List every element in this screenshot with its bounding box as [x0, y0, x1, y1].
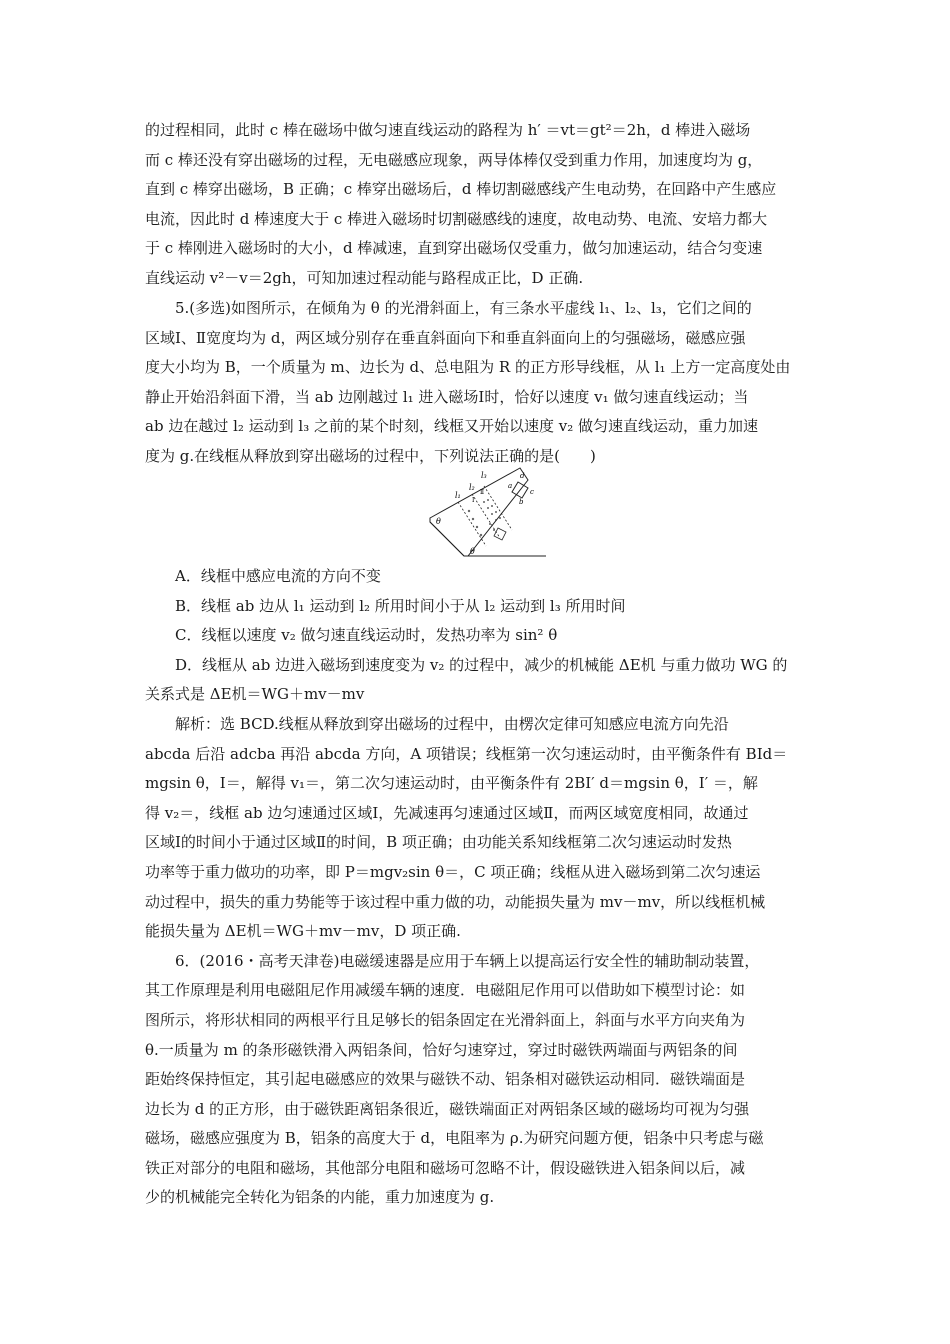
option-a: A．线框中感应电流的方向不变 [145, 567, 381, 585]
text-line: 于 c 棒刚进入磁场时的大小，d 棒减速，直到穿出磁场仅受重力，做匀加速运动，结合匀变速 [145, 239, 763, 258]
label-b: b [519, 498, 524, 506]
label-theta-bottom: θ [470, 547, 475, 556]
solution-line: mgsin θ，I＝，解得 v₁＝，第二次匀速运动时，由平衡条件有 2BI′ d＝mgsin θ，I′ ＝，解 [145, 774, 758, 793]
question-6-line: θ.一质量为 m 的条形磁铁滑入两铝条间，恰好匀速穿过，穿过时磁铁两端面与两铝条的间 [145, 1040, 738, 1059]
solution-line: 能损失量为 ΔE机＝WG＋mv－mv，D 项正确. [145, 922, 461, 941]
solution-line: 动过程中，损失的重力势能等于该过程中重力做的功，动能损失量为 mv－mv，所以线框机械 [145, 892, 766, 911]
label-c: c [530, 488, 534, 496]
incline-diagram [428, 462, 548, 562]
label-region-1: Ⅰ [472, 497, 475, 504]
question-6-line: 其工作原理是利用电磁阻尼作用减缓车辆的速度．电磁阻尼作用可以借助如下模型讨论：如 [145, 981, 746, 1000]
label-l2: l₂ [469, 483, 475, 492]
text-line: 度为 g.在线框从释放到穿出磁场的过程中，下列说法正确的是( ) [145, 446, 596, 465]
label-l1: l₁ [455, 491, 461, 500]
label-a: a [508, 482, 513, 490]
text-line: 度大小均为 B，一个质量为 m、边长为 d、总电阻为 R 的正方形导线框，从 l₁ 上方一定高度处由 [145, 358, 791, 377]
text-line: 的过程相同，此时 c 棒在磁场中做匀速直线运动的路程为 h′ ＝vt＝gt²＝2h，d 棒进入磁场 [145, 121, 751, 139]
text-line: 5.(多选)如图所示，在倾角为 θ 的光滑斜面上，有三条水平虚线 l₁、l₂、l₃，它们之间的 [145, 299, 752, 317]
question-5-stem [145, 294, 825, 472]
label-theta-top: θ [436, 517, 441, 526]
solution-line: 区域Ⅰ的时间小于通过区域Ⅱ的时间，B 项正确；由功能关系知线框第二次匀速运动时发热 [145, 833, 732, 852]
solution-line: 解析：选 BCD.线框从释放到穿出磁场的过程中，由楞次定律可知感应电流方向先沿 [145, 714, 729, 733]
text-line: 静止开始沿斜面下滑，当 ab 边刚越过 l₁ 进入磁场Ⅰ时，恰好以速度 v₁ 做匀速直线运动；当 [145, 387, 749, 406]
label-region-2: Ⅱ [480, 489, 485, 496]
question-6-line: 6．(2016・高考天津卷)电磁缓速器是应用于车辆上以提高运行安全性的辅助制动装置， [145, 951, 760, 970]
text-line: ab 边在越过 l₂ 运动到 l₃ 之前的某个时刻，线框又开始以速度 v₂ 做匀速直线运动，重力加速 [145, 417, 759, 436]
question-5-options-and-solution [145, 562, 825, 1213]
question-6-line: 磁场，磁感应强度为 B，铝条的高度大于 d，电阻率为 ρ.为研究问题方便，铝条中只考虑与磁 [145, 1129, 764, 1148]
solution-line: abcda 后沿 adcba 再沿 abcda 方向，A 项错误；线框第一次匀速运动时，由平衡条件有 BId＝ [145, 744, 788, 763]
question-6-line: 图所示，将形状相同的两根平行且足够长的铝条固定在光滑斜面上，斜面与水平方向夹角为 [145, 1010, 746, 1029]
option-c: C．线框以速度 v₂ 做匀速直线运动时，发热功率为 sin² θ [145, 626, 558, 645]
text-line: 直到 c 棒穿出磁场，B 正确；c 棒穿出磁场后，d 棒切割磁感线产生电动势，在回路中产生感应 [145, 180, 777, 199]
text-line: 直线运动 v²－v＝2gh，可知加速过程动能与路程成正比，D 正确. [145, 268, 584, 287]
text-line: 电流，因此时 d 棒速度大于 c 棒进入磁场时切割磁感线的速度，故电动势、电流、安培力都大 [145, 209, 768, 228]
paragraph-previous-solution [145, 116, 825, 294]
label-d: d [520, 472, 525, 480]
solution-line: 功率等于重力做功的功率，即 P＝mgv₂sin θ＝，C 项正确；线框从进入磁场到第二次匀速运 [145, 862, 761, 881]
option-d: D．线框从 ab 边进入磁场到速度变为 v₂ 的过程中，减少的机械能 ΔE机 与重力做功 WG 的 [145, 655, 788, 674]
question-6-line: 少的机械能完全转化为铝条的内能，重力加速度为 g. [145, 1188, 495, 1207]
text-line: 而 c 棒还没有穿出磁场的过程，无电磁感应现象，两导体棒仅受到重力作用，加速度均为 g， [145, 150, 763, 169]
incline-magnetic-field-figure [428, 462, 548, 562]
question-6-line: 距始终保持恒定，其引起电磁感应的效果与磁铁不动、铝条相对磁铁运动相同．磁铁端面是 [145, 1070, 746, 1089]
question-6-line: 边长为 d 的正方形，由于磁铁距离铝条很近，磁铁端面正对两铝条区域的磁场均可视为匀强 [145, 1099, 750, 1118]
option-b: B．线框 ab 边从 l₁ 运动到 l₂ 所用时间小于从 l₂ 运动到 l₃ 所用时间 [145, 596, 626, 615]
option-d-continued: 关系式是 ΔE机＝WG＋mv－mv [145, 685, 365, 704]
question-6-line: 铁正对部分的电阻和磁场，其他部分电阻和磁场可忽略不计，假设磁铁进入铝条间以后，减 [145, 1158, 746, 1177]
label-l3: l₃ [481, 471, 487, 480]
text-line: 区域Ⅰ、Ⅱ宽度均为 d，两区域分别存在垂直斜面向下和垂直斜面向上的匀强磁场，磁感应强 [145, 328, 746, 347]
solution-line: 得 v₂＝，线框 ab 边匀速通过区域Ⅰ，先减速再匀速通过区域Ⅱ，而两区域宽度相同，故通过 [145, 803, 749, 822]
